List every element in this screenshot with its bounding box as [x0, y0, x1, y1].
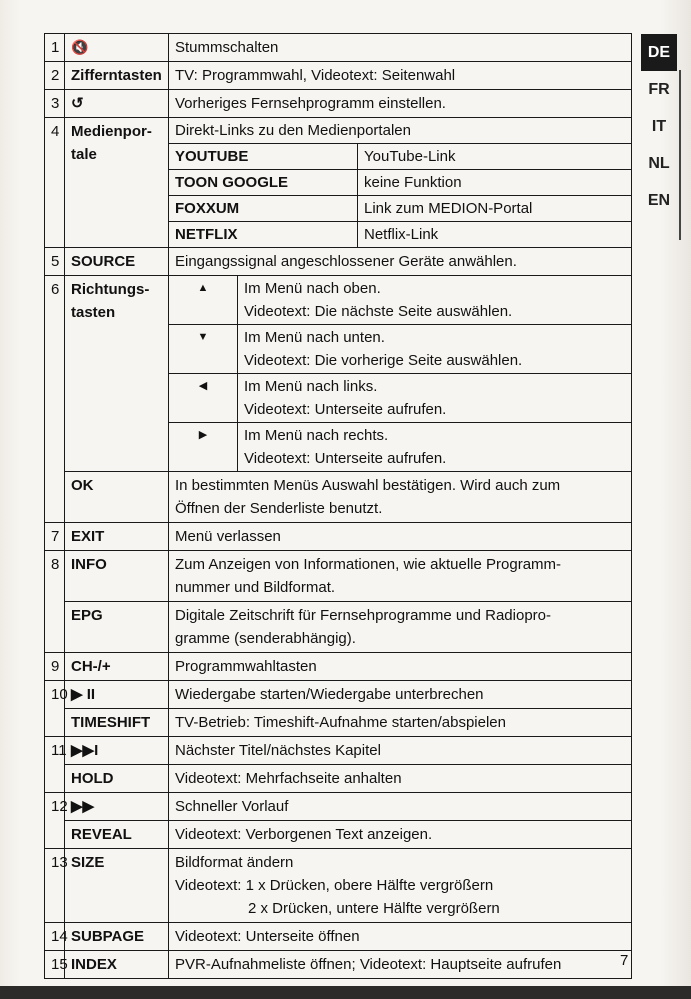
direction-keys-table	[169, 276, 631, 471]
desc-line: Digitale Zeitschrift für Fernsehprogramme und Radiopro-	[175, 607, 551, 624]
key-name: SUBPAGE	[65, 923, 169, 951]
row-description: Eingangssignal angeschlossener Geräte anwählen.	[169, 248, 632, 276]
row-description: PVR-Aufnahmeliste öffnen; Videotext: Hauptseite aufrufen	[169, 951, 632, 979]
key-name-line: tasten	[71, 304, 116, 321]
row-description: Vorheriges Fernsehprogramm einstellen.	[169, 90, 632, 118]
table-row	[45, 248, 632, 276]
desc-line: nummer und Bildformat.	[175, 579, 336, 596]
row-number: 14	[45, 923, 65, 951]
row-description: Stummschalten	[169, 34, 632, 62]
table-row	[45, 90, 632, 118]
lang-tab-it[interactable]: IT	[651, 118, 667, 135]
portal-row	[169, 144, 631, 170]
desc-line: 2 x Drücken, untere Hälfte vergrößern	[248, 900, 500, 917]
lang-tab-de[interactable]: DE	[641, 34, 677, 71]
row-number: 6	[45, 276, 65, 523]
table-row	[45, 709, 632, 737]
desc-line: Öffnen der Senderliste benutzt.	[175, 500, 383, 517]
row-number: 10	[45, 681, 65, 737]
portal-row	[169, 222, 631, 248]
arrow-description	[238, 276, 632, 325]
row-number: 15	[45, 951, 65, 979]
key-name: CH-/+	[65, 653, 169, 681]
table-row	[45, 765, 632, 793]
row-description: Programmwahltasten	[169, 653, 632, 681]
row-description: Videotext: Verborgenen Text anzeigen.	[169, 821, 632, 849]
row-number: 12	[45, 793, 65, 849]
previous-channel-icon: ↺	[65, 90, 169, 118]
key-name: SOURCE	[65, 248, 169, 276]
arrow-row	[169, 276, 631, 325]
portal-description: Link zum MEDION-Portal	[358, 196, 632, 222]
arrow-desc-line: Im Menü nach oben.	[244, 280, 381, 297]
lang-tab-nl[interactable]: NL	[648, 155, 670, 172]
language-tab-edge	[679, 70, 681, 240]
key-name: INFO	[65, 551, 169, 602]
row-description: TV-Betrieb: Timeshift-Aufnahme starten/abspielen	[169, 709, 632, 737]
key-name: TIMESHIFT	[65, 709, 169, 737]
fast-forward-icon: ▶▶	[65, 793, 169, 821]
arrow-up-icon: ▲	[169, 276, 238, 325]
portal-description: keine Funktion	[358, 170, 632, 196]
arrow-desc-line: Videotext: Die nächste Seite auswählen.	[244, 303, 513, 320]
row-number: 5	[45, 248, 65, 276]
arrow-desc-line: Videotext: Unterseite aufrufen.	[244, 450, 447, 467]
arrow-desc-line: Im Menü nach links.	[244, 378, 378, 395]
media-portals-table	[169, 144, 631, 247]
table-row	[45, 951, 632, 979]
row-description: Direkt-Links zu den Medienportalen	[169, 118, 631, 144]
arrow-right-icon: ▶	[169, 423, 238, 472]
key-name	[65, 118, 169, 248]
play-pause-icon: ▶ II	[65, 681, 169, 709]
arrow-desc-line: Im Menü nach unten.	[244, 329, 385, 346]
key-name-line: Richtungs-	[71, 281, 150, 298]
table-row	[45, 849, 632, 923]
key-name: HOLD	[65, 765, 169, 793]
arrow-row	[169, 325, 631, 374]
row-number: 3	[45, 90, 65, 118]
key-name	[65, 276, 169, 472]
remote-keys-table	[44, 33, 632, 979]
row-number: 13	[45, 849, 65, 923]
table-row	[45, 523, 632, 551]
table-row	[45, 62, 632, 90]
row-number: 8	[45, 551, 65, 653]
arrow-row	[169, 374, 631, 423]
key-name: OK	[65, 472, 169, 523]
table-row	[45, 821, 632, 849]
desc-line: In bestimmten Menüs Auswahl bestätigen. Wird auch zum	[175, 477, 561, 494]
key-name-line: Medienpor-	[71, 123, 152, 140]
row-number: 11	[45, 737, 65, 793]
portal-name: NETFLIX	[169, 222, 358, 248]
row-description	[169, 472, 632, 523]
row-description	[169, 849, 632, 923]
desc-line: Videotext: 1 x Drücken, obere Hälfte vergrößern	[175, 877, 494, 894]
arrow-row	[169, 423, 631, 472]
table-row	[45, 118, 632, 248]
row-number: 1	[45, 34, 65, 62]
row-description	[169, 551, 632, 602]
portal-row	[169, 170, 631, 196]
key-name: REVEAL	[65, 821, 169, 849]
table-row	[45, 551, 632, 602]
key-name: SIZE	[65, 849, 169, 923]
table-row	[45, 276, 632, 472]
portal-row	[169, 196, 631, 222]
row-description: TV: Programmwahl, Videotext: Seitenwahl	[169, 62, 632, 90]
arrow-left-icon: ◀	[169, 374, 238, 423]
table-row	[45, 923, 632, 951]
lang-tab-fr[interactable]: FR	[648, 81, 670, 98]
arrow-desc-line: Videotext: Unterseite aufrufen.	[244, 401, 447, 418]
portal-name: TOON GOOGLE	[169, 170, 358, 196]
row-number: 4	[45, 118, 65, 248]
portal-description: Netflix-Link	[358, 222, 632, 248]
row-description	[169, 602, 632, 653]
portal-name: FOXXUM	[169, 196, 358, 222]
desc-line: Zum Anzeigen von Informationen, wie aktuelle Programm-	[175, 556, 562, 573]
table-row	[45, 793, 632, 821]
row-number: 9	[45, 653, 65, 681]
direction-keys-cell	[169, 276, 632, 472]
arrow-description	[238, 325, 632, 374]
arrow-down-icon: ▼	[169, 325, 238, 374]
arrow-description	[238, 374, 632, 423]
key-name: EPG	[65, 602, 169, 653]
table-row	[45, 472, 632, 523]
table-row	[45, 602, 632, 653]
key-name: EXIT	[65, 523, 169, 551]
key-name: INDEX	[65, 951, 169, 979]
next-track-icon: ▶▶I	[65, 737, 169, 765]
table-row	[45, 681, 632, 709]
arrow-desc-line: Videotext: Die vorherige Seite auswählen.	[244, 352, 523, 369]
table-row	[45, 34, 632, 62]
portal-name: YOUTUBE	[169, 144, 358, 170]
desc-line: gramme (senderabhängig).	[175, 630, 356, 647]
key-name-line: tale	[71, 146, 97, 163]
page-number: 7	[620, 952, 629, 969]
desc-line: Bildformat ändern	[175, 854, 294, 871]
portal-description: YouTube-Link	[358, 144, 632, 170]
row-description: Videotext: Mehrfachseite anhalten	[169, 765, 632, 793]
mute-icon	[65, 34, 169, 62]
scan-bottom-edge	[0, 986, 691, 999]
mute-key-label: 🔇	[71, 39, 89, 55]
row-description: Wiedergabe starten/Wiedergabe unterbrechen	[169, 681, 632, 709]
table-row	[45, 653, 632, 681]
lang-tab-en[interactable]: EN	[647, 192, 671, 209]
arrow-desc-line: Im Menü nach rechts.	[244, 427, 389, 444]
table-row	[45, 737, 632, 765]
key-name: Zifferntasten	[65, 62, 169, 90]
arrow-description	[238, 423, 632, 472]
media-portals-cell	[169, 118, 632, 248]
row-description: Schneller Vorlauf	[169, 793, 632, 821]
language-tabs	[641, 34, 681, 219]
row-description: Nächster Titel/nächstes Kapitel	[169, 737, 632, 765]
row-number: 2	[45, 62, 65, 90]
row-description: Menü verlassen	[169, 523, 632, 551]
row-number: 7	[45, 523, 65, 551]
row-description: Videotext: Unterseite öffnen	[169, 923, 632, 951]
